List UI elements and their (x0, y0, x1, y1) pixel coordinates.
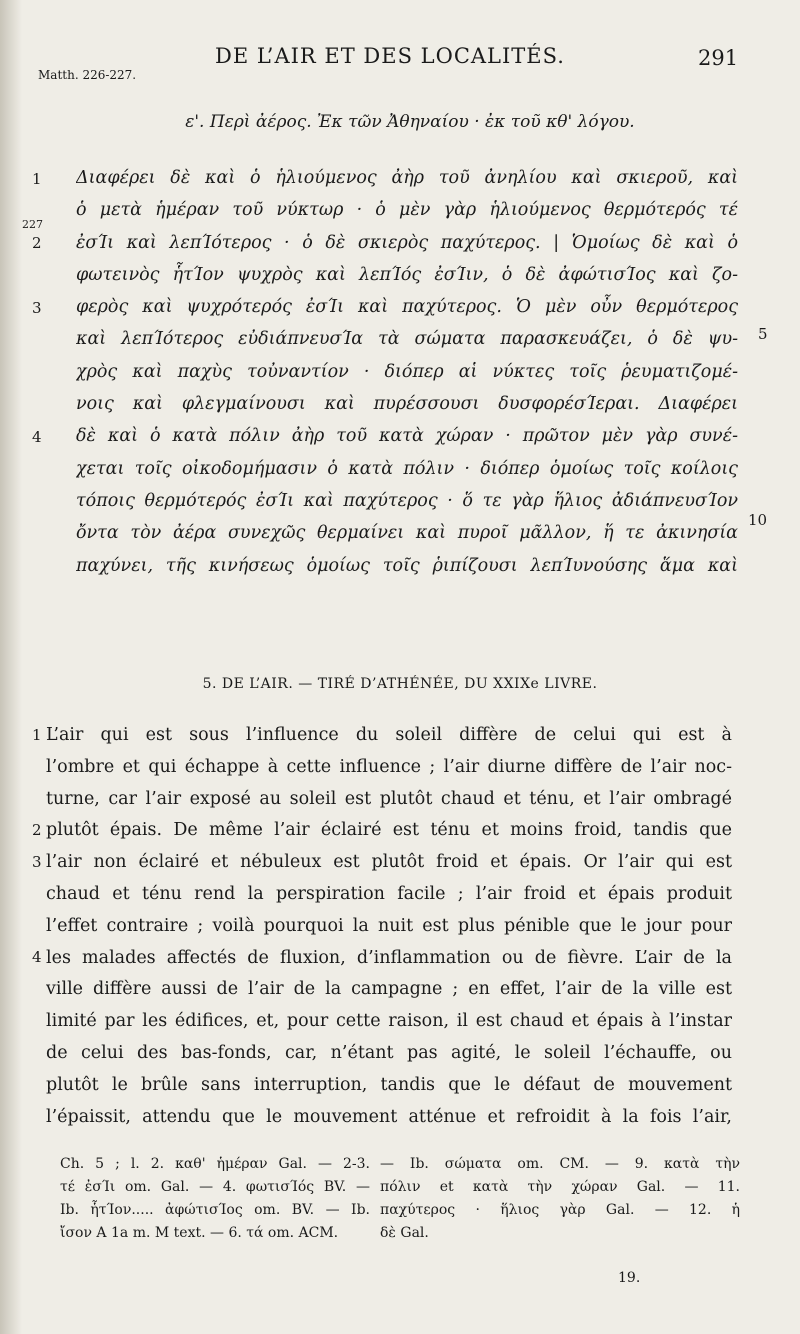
notes-column-left (60, 1153, 370, 1245)
french-line: de celui des bas-fonds, car, n’étant pas agité, le soleil l’échauffe, ou (46, 1042, 732, 1063)
margin-number: 1 (32, 726, 42, 744)
french-line: limité par les édifices, et, pour cette raison, il est chaud et épais à l’instar (46, 1011, 732, 1032)
greek-line: χρὸς καὶ παχὺς τοὐναντίον · διόπερ αἱ νύκτες τοῖς ῥευματιζομέ- (76, 361, 738, 382)
margin-number: 2 (32, 234, 42, 252)
running-title: DE L’AIR ET DES LOCALITÉS. (215, 44, 565, 68)
note-line: τέ ἐσΊι om. Gal. — 4. φωτισΊός BV. — (60, 1179, 370, 1195)
margin-number: 3 (32, 299, 42, 317)
french-line: l’effet contraire ; voilà pourquoi la nuit est plus pénible que le jour pour (46, 915, 732, 936)
edition-reference: Matth. 226-227. (38, 68, 137, 82)
note-line: Ch. 5 ; l. 2. καθ' ἡμέραν Gal. — 2-3. (60, 1156, 370, 1172)
greek-line: δὲ καὶ ὁ κατὰ πόλιν ἀὴρ τοῦ κατὰ χώραν · πρῶτον μὲν γὰρ συνέ- (76, 426, 738, 447)
greek-line: χεται τοῖς οἰκοδομήμασιν ὁ κατὰ πόλιν · διόπερ ὁμοίως τοῖς κοίλοις (76, 458, 738, 479)
greek-line: Διαφέρει δὲ καὶ ὁ ἡλιούμενος ἀὴρ τοῦ ἀνηλίου καὶ σκιεροῦ, καὶ (76, 168, 738, 188)
note-line: παχύτερος · ἥλιος γὰρ Gal. — 12. ἡ (380, 1202, 740, 1218)
greek-line: ὄντα τὸν ἀέρα συνεχῶς θερμαίνει καὶ πυροῖ μᾶλλον, ἥ τε ἀκινησία (76, 523, 738, 544)
greek-text (76, 162, 738, 582)
french-line: chaud et ténu rend la perspiration facile ; l’air froid et épais produit (46, 883, 732, 904)
french-line: l’air non éclairé et nébuleux est plutôt froid et épais. Or l’air qui est (46, 852, 732, 873)
margin-number: 4 (32, 428, 42, 446)
note-line: — Ib. σώματα om. CM. — 9. κατὰ τὴν (380, 1156, 740, 1172)
greek-line: ἐσΊι καὶ λεπΊότερος · ὁ δὲ σκιερὸς παχύτερος. | Ὁμοίως δὲ καὶ ὁ (76, 232, 738, 253)
note-line: ἴσον A 1a m. M text. — 6. τά om. ACM. (60, 1225, 339, 1241)
french-line: plutôt le brûle sans interruption, tandis que le défaut de mouvement (46, 1074, 732, 1095)
french-line: turne, car l’air exposé au soleil est plutôt chaud et ténu, et l’air ombragé (46, 788, 732, 809)
french-line: l’épaissit, attendu que le mouvement atténue et refroidit à la fois l’air, (46, 1106, 732, 1127)
french-line: ville diffère aussi de l’air de la campagne ; en effet, l’air de la ville est (46, 979, 732, 1000)
greek-section-heading: ε'. Περὶ ἀέρος. Ἐκ τῶν Ἀθηναίου · ἐκ τοῦ κθ' λόγου. (185, 112, 635, 132)
margin-number: 4 (32, 948, 42, 966)
line-number: 10 (748, 511, 768, 529)
gutter-shadow (0, 0, 22, 1334)
note-line: Ib. ἧτΊον..... ἀφώτισΊος om. BV. — Ib. (60, 1202, 370, 1218)
margin-page-ref: 227 (22, 218, 43, 231)
note-line: δὲ Gal. (380, 1225, 429, 1241)
greek-line: τόποις θερμότερός ἐσΊι καὶ παχύτερος · ὅ τε γὰρ ἥλιος ἀδιάπνευσΊον (76, 490, 738, 511)
french-line: l’ombre et qui échappe à cette influence ; l’air diurne diffère de l’air noc- (46, 756, 732, 777)
line-number: 5 (758, 325, 768, 343)
signature-mark: 19. (618, 1270, 641, 1286)
french-section-heading: 5. DE L’AIR. — TIRÉ D’ATHÉNÉE, DU XXIXe LIVRE. (202, 676, 598, 692)
notes-column-right (380, 1153, 740, 1245)
french-line: les malades affectés de fluxion, d’inflammation ou de fièvre. L’air de la (46, 947, 732, 968)
note-line: πόλιν et κατὰ τὴν χώραν Gal. — 11. (380, 1179, 740, 1195)
greek-line: ὁ μετὰ ἡμέραν τοῦ νύκτωρ · ὁ μὲν γὰρ ἡλιούμενος θερμότερός τέ (76, 200, 738, 221)
greek-line: φερὸς καὶ ψυχρότερός ἐσΊι καὶ παχύτερος. Ὁ μὲν οὖν θερμότερος (76, 297, 738, 318)
margin-number: 2 (32, 821, 42, 839)
greek-line: φωτεινὸς ἧτΊον ψυχρὸς καὶ λεπΊός ἐσΊιν, ὁ δὲ ἀφώτισΊος καὶ ζο- (76, 264, 738, 285)
french-line: L’air qui est sous l’influence du soleil diffère de celui qui est à (46, 725, 732, 745)
greek-line: νοις καὶ φλεγμαίνουσι καὶ πυρέσσουσι δυσφορέσΊεραι. Διαφέρει (76, 394, 738, 415)
greek-line: παχύνει, τῆς κινήσεως ὁμοίως τοῖς ῥιπίζουσι λεπΊυνούσης ἅμα καὶ (76, 555, 738, 576)
greek-line: καὶ λεπΊότερος εὐδιάπνευσΊα τὰ σώματα παρασκευάζει, ὁ δὲ ψυ- (76, 329, 738, 350)
french-text (46, 720, 732, 1133)
margin-number: 3 (32, 853, 42, 871)
french-line: plutôt épais. De même l’air éclairé est ténu et moins froid, tandis que (46, 820, 732, 841)
margin-number: 1 (32, 170, 42, 188)
page-number: 291 (698, 46, 739, 70)
